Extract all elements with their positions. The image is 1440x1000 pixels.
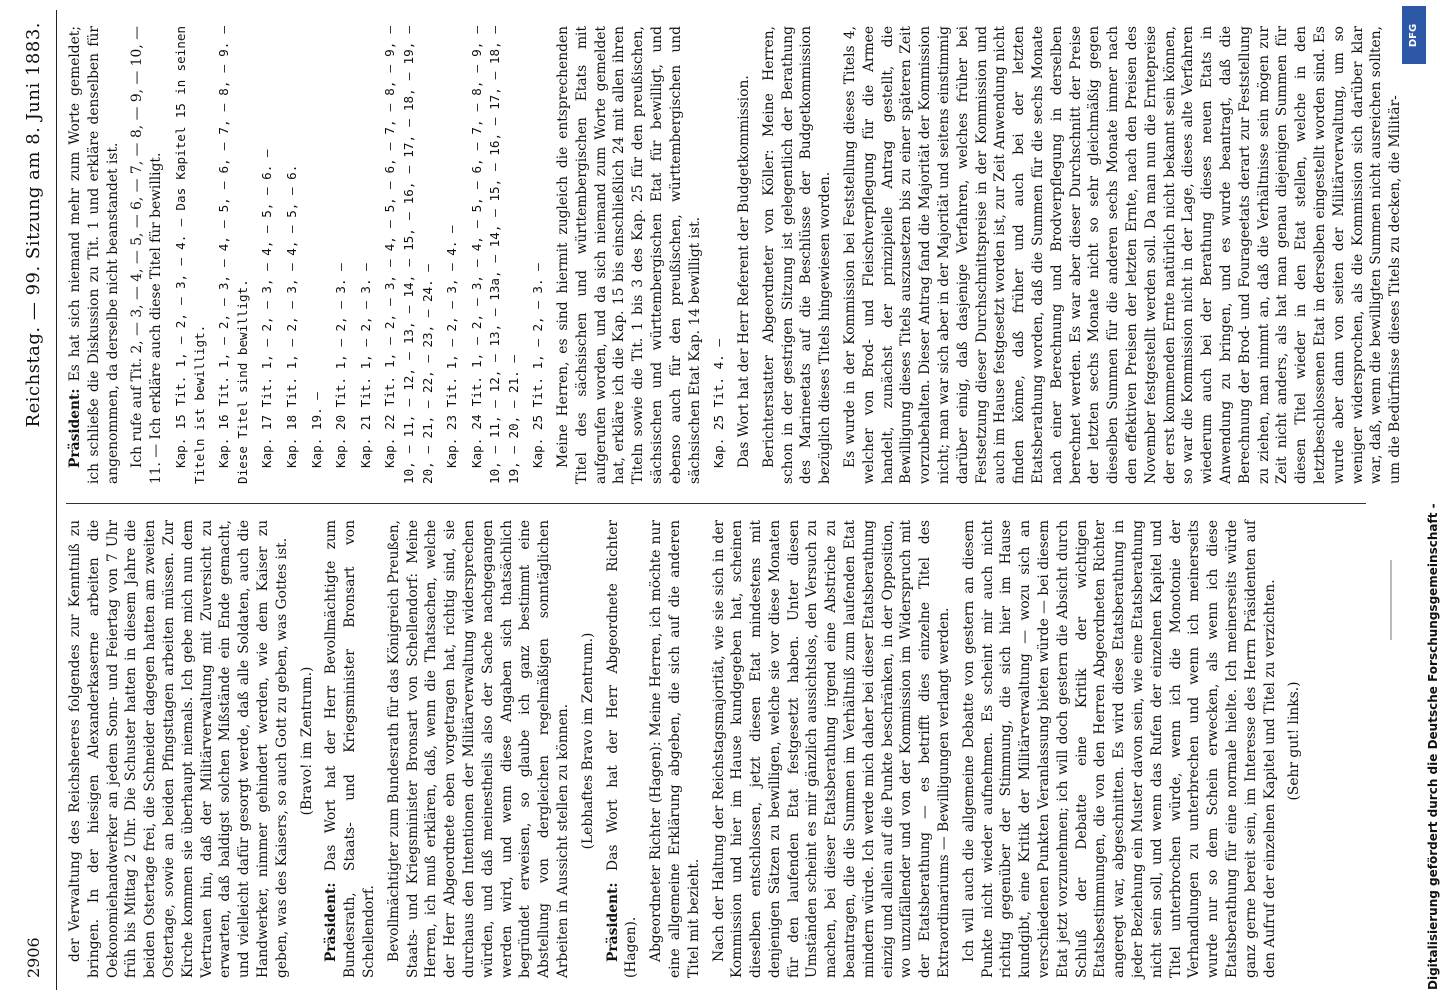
budget-item-line: Kap. 18 Tit. 1, — 2, — 3, — 4, — 5, — 6. bbox=[283, 164, 299, 468]
paragraph: Es wurde in der Kommission bei Feststellung dieses Titels 4, welcher von Brod- und Fleischverpflegung für die Armee handelt, zunächst der prinzipielle Antrag gestellt, die Bewilligung dieses Titels auszusetzen bis zu einer späteren Zeit vorzubehalten. Dieser Antrag fand die Majorität der Kommission nicht; man war sich aber in der Majorität und seitens einstimmig darüber einig, daß dasjenige Verfahren, welches früher bei Festsetzung dieser Durchschnittspreise in der Kommission und auch im Hause festgesetzt worden ist, zur Zeit Anwendung nicht finden könne, daß früher und auch bei der letzten Etatsberathung worden, daß die Summen für die sechs Monate nach einer Berechnung und Brodverpflegung in derselben berechnet werden. Es war aber dieser Durchschnitt der Preise der letzten sechs Monate nicht so sehr gleichmäßig gegen dieselben Summen für die anderen sechs Monate immer nach den effektiven Preisen der letzten Ernte, nach den Preisen des November festgestellt werden soll. Da man nun die Erntepreise der erst kommenden Ernte natürlich nicht bekannt sein können, so war die Kommission nicht in der Lage, dieses alte Verfahren wiederum auch bei der Berathung dieses neuen Etats in Anwendung zu bringen, und es wurde beantragt, daß die Berechnung der Brod- und Fourageetats derart zur Feststellung zu ziehen, man nimmt an, daß die Verhältnisse sein mögen zur Zeit nicht anders, als hat man genau diejenigen Summen für diesen Titel wieder in den Etat stellen, welche in den letztbeschlossenen Etat in derselben eingestellt worden sind. Es wurde aber dann von seiten der Militärverwaltung, um so weniger widersprochen, als die Kommission sich darüber klar war, daß, wenn die bewilligten Summen nicht ausreichen sollten, um die Bedürfnisse dieses Titels zu decken, die Militär- bbox=[842, 26, 1404, 484]
budget-item-line: Kap. 17 Tit. 1, — 2, — 3, — 4, — 5, — 6. — bbox=[259, 149, 275, 468]
speech-text: Das Wort hat der Herr Bevollmächtigte zum Bundesrath, Staats- und Kriegsminister Bronsart von Schellendorf. bbox=[323, 520, 377, 978]
speech-paragraph bbox=[322, 520, 378, 978]
right-column bbox=[66, 18, 1404, 484]
interjection: (Sehr gut! links.) bbox=[1286, 681, 1303, 801]
budget-item-line: Kap. 15 Tit. 1, — 2, — 3, — 4. — Das Kapitel 15 in seinen Titeln ist bewilligt. bbox=[172, 18, 207, 484]
scan-mark bbox=[1390, 560, 1392, 640]
budget-item-line: Kap. 16 Tit. 1, — 2, — 3, — 4, — 5, — 6, — 7, — 8, — 9. — Diese Titel sind bewilligt. bbox=[216, 18, 250, 484]
budget-item-line: Kap. 23 Tit. 1, — 2, — 3, — 4. — bbox=[444, 225, 460, 468]
digitization-note bbox=[1396, 0, 1440, 1000]
interjection: (Lebhaftes Bravo im Zentrum.) bbox=[579, 632, 596, 850]
budget-item-line: Kap. 25 Tit. 1, — 2, — 3. — bbox=[530, 263, 546, 468]
speaker-name: Präsident: bbox=[604, 882, 621, 962]
left-column bbox=[66, 520, 1372, 978]
budget-item-line: Kap. 19. — bbox=[308, 392, 324, 468]
page-number: 2906 bbox=[23, 937, 43, 978]
budget-item-line: Kap. 22 Tit. 1, — 2, — 3, — 4, — 5, — 6, — 7, — 8, — 9, — 10, — 11, — 12, — 13, — 14, — 15, — 16, — 17, — 18, — 19, — 20, — 21, — 22, — 23, — 24. — bbox=[382, 18, 435, 484]
speaker-name: Präsident: bbox=[67, 388, 83, 468]
paragraph: Berichterstatter Abgeordneter von Köller: Meine Herren, schon in der gestrigen Sitzung ist gelegentlich der Berathung des Marineetats auf die Beschlüsse der Budgetkommission bezüglich dieses Titels hingewiesen worden. bbox=[760, 26, 834, 484]
running-head: Reichstag. — 99. Sitzung am 8. Juni 1883. bbox=[22, 22, 44, 428]
speech-text: Das Wort hat der Herr Abgeordnete Richter (Hagen). bbox=[604, 520, 640, 978]
paragraph: Ich rufe auf Tit. 2, — 3, — 4, — 5, — 6, — 7, — 8, — 9, — 10, — 11. — Ich erkläre auch diese Titel für bewilligt. bbox=[129, 26, 165, 484]
dfg-logo: DFG bbox=[1402, 6, 1426, 64]
speech-text: Es hat sich niemand mehr zum Worte gemeldet; ich schließe die Diskussion zu Tit. 1 und erkläre denselben für angenommen, da derselbe nicht beanstandet ist. bbox=[67, 26, 121, 484]
paragraph: Nach der Haltung der Reichstagsmajorität, wie sie sich in der Kommission und hier im Hause kundgegeben hat, scheinen dieselben entschlossen, jetzt diesen Etat mindestens mit denjenigen Sätzen zu bewilligen, welche sie vor diese Monaten für den laufenden Etat festgesetzt haben. Unter diesen Umständen scheint es mir gänzlich aussichtslos, den Versuch zu machen, bei dieser Etatsberathung irgend eine Abstriche zu beantragen, die die Summen im Verhältniß zum laufenden Etat mindern würde. Ich werde mich daher bei dieser Etatsberathung einzig und allein auf die Punkte beschränken, in der Opposition, wo unzufällender und von der Kommission im Widerspruch mit der Etatsberathung — es betrifft dies einzelne Titel des Extraordinariums — Bewilligungen verlangt werden. bbox=[710, 520, 953, 978]
budget-item-line: Kap. 24 Tit. 1, — 2, — 3, — 4, — 5, — 6, — 7, — 8, — 9, — 10, — 11, — 12, — 13, — 13a, — 14, — 15, — 16, — 17, — 18, — 19, — 20, — 21. — bbox=[468, 18, 521, 484]
column-divider bbox=[66, 503, 1366, 504]
digitization-credit: Digitalisierung gefördert durch die Deutsche Forschungsgemeinschaft - bbox=[1426, 503, 1440, 990]
paragraph: Meine Herren, es sind hiermit zugleich die entsprechenden Titel des sächsischen und württembergischen Etats mit aufgerufen worden, und da sich niemand zum Worte gemeldet hat, erkläre ich die Kap. 15 bis einschließlich 24 mit allen ihren Titeln sowie die Tit. 1 bis 3 des Kap. 25 für den preußischen, sächsischen und württembergischen Etat für bewilligt, und ebenso auch für den preußischen, württembergischen und sächsischen Etat Kap. 14 bewilligt ist. bbox=[555, 26, 703, 484]
paragraph: Bevollmächtigter zum Bundesrath für das Königreich Preußen, Staats- und Kriegsminister Bronsart von Schellendorf: Meine Herren, ich muß erklären, daß, wenn die Thatsachen, welche der Herr Abgeordnete eben vorgetragen hat, richtig sind, sie durchaus den Intentionen der Militärverwaltung widersprechen würden, und daß meinestheils also der Sache nachgegangen werden wird, und wenn diese Angaben sich thatsächlich begründet erweisen, so glaube ich ganz bestimmt eine Abstellung von dergleichen regelmäßigen sonntäglichen Arbeiten in Aussicht stellen zu können. bbox=[385, 520, 571, 978]
page-header bbox=[10, 10, 57, 990]
interjection: (Bravo! im Zentrum.) bbox=[298, 666, 315, 816]
speaker-name: Präsident: bbox=[323, 882, 340, 962]
paragraph: Ich will auch die allgemeine Debatte von gestern an diesem Punkte nicht wieder aufnehmen. Es scheint mir auch nicht richtig gegenüber der Stimmung, die sich hier im Hause kundgibt, eine Kritik der Militärverwaltung — wozu sich an verschiedenen Punkten Veranlassung bieten würde — bei diesem Etat jetzt vorzunehmen; ich will doch gestern die Absicht durch Schluß der Debatte eine Kritik der wichtigen Etatsbestimmungen, die von den Herren Abgeordneten Richter angeregt war, abgeschnitten. Es wird diese Etatsberathung in jeder Beziehung ein Muster davon sein, wie eine Etatsberathung nicht sein soll, und wenn das Rufen der einzelnen Kapitel und Titel unterbrochen würde, wenn ich die Monotonie der Verhandlungen zu unterbrechen und wenn ich meinerseits wurde nur so dem Schein erwecken, als wenn ich diese Etatsberathung für eine normale hielte. Ich meinerseits würde ganz gerne bereit sein, im Interesse des Herrn Präsidenten auf den Aufruf der einzelnen Kapitel und Titel zu verzichten. bbox=[960, 520, 1278, 978]
speech-paragraph bbox=[604, 520, 642, 978]
rotated-content bbox=[10, 10, 1404, 990]
paragraph: der Verwaltung des Reichsheeres folgendes zur Kenntniß zu bringen. In der hiesigen Alexanderkaserne arbeiten die Oekonomiehandwerker an jedem Sonn- und Feiertag von 7 Uhr früh bis Mittag 2 Uhr. Die Schuster hatten in diesem Jahre die beiden Ostertage frei, die Schneider dagegen hatten am zweiten Ostertage, sowie an beiden Pfingsttagen arbeiten müssen. Zur Kirche kommen sie überhaupt niemals. Ich gebe mich nun dem Vertrauen hin, daß der Militärverwaltung mit Zuversicht zu erwarten, daß baldigst solchen Mißstände ein Ende gemacht, und vielleicht dafür gesorgt werde, daß alle Soldaten, auch die Handwerker, nimmer gehindert werden, wie dem Kaiser zu geben, was des Kaisers, so auch Gott zu geben, was Gottes ist. bbox=[67, 520, 290, 978]
budget-item-line: Kap. 21 Tit. 1, — 2, — 3. — bbox=[357, 263, 373, 468]
budget-item-line: Kap. 20 Tit. 1, — 2, — 3. — bbox=[333, 263, 349, 468]
speech-paragraph bbox=[66, 26, 122, 484]
paragraph: Das Wort hat der Herr Referent der Budgetkommission. bbox=[736, 75, 753, 468]
budget-item-line: Kap. 25 Tit. 4. — bbox=[711, 339, 727, 468]
paragraph: Abgeordneter Richter (Hagen): Meine Herren, ich möchte nur eine allgemeine Erklärung abgeben, die sich auf die anderen Titel mit bezieht. bbox=[648, 520, 702, 978]
